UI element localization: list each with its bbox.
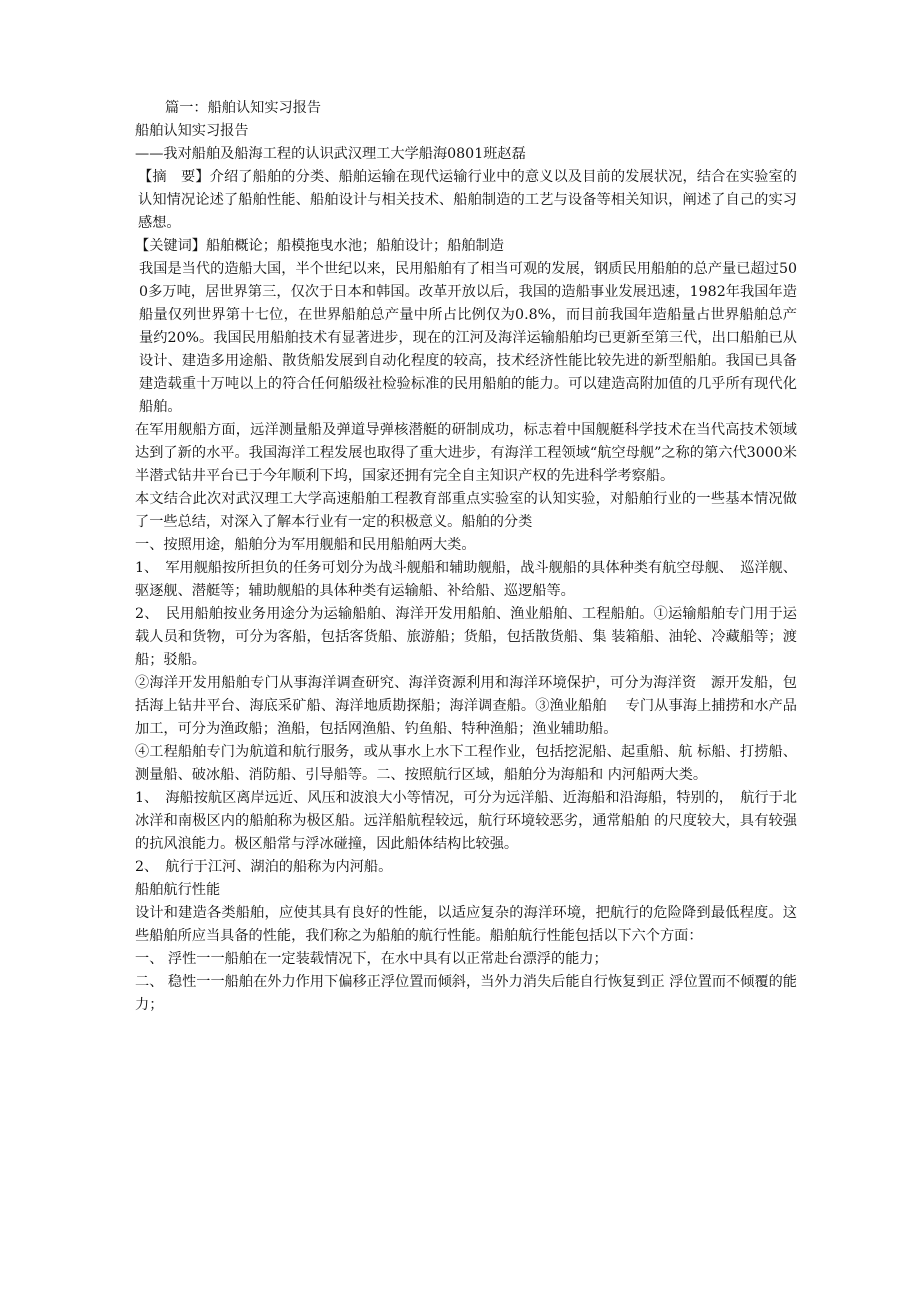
civil-ships-item: 2、 民用船舶按业务用途分为运输船舶、海洋开发用船舶、渔业船舶、工程船舶。①运输船舶专门用于运载人员和货物，可分为客船，包括客货船、旅游船；货船，包括散货船、集 装箱船、油轮、冷藏船等；渡船；驳船。 — [135, 606, 797, 668]
keywords-line: 【关键词】船舶概论；船模拖曳水池；船舶设计；船舶制造 — [135, 238, 504, 254]
paragraph-intro: 我国是当代的造船大国，半个世纪以来，民用船舶有了相当可观的发展，钢质民用船舶的总产量已超过500多万吨，居世界第三，仅次于日本和韩国。改革开放以后，我国的造船事业发展迅速，1982年我国年造船量仅列世界第十七位，在世界船舶总产量中所占比例仅为0.8%，而目前我国年造船量占世界船舶总产量约20%。我国民用船舶技术有显著进步，现在的江河及海洋运输船舶均已更新至第三代，出口船舶已从设计、建造多用途船、散货船发展到自动化程度的较高，技术经济性能比较先进的新型船舶。我国已具备建造载重十万吨以上的符合任何船级社检验标准的民用船舶的能力。可以建造高附加值的几乎所有现代化船舶。 — [139, 261, 797, 415]
stability-item: 二、 稳性一一船舶在外力作用下偏移正浮位置而倾斜，当外力消失后能自行恢复到正 浮位置而不倾覆的能力； — [135, 974, 797, 1013]
paragraph-military: 在军用舰船方面，远洋测量船及弹道导弹核潜艇的研制成功，标志着中国舰艇科学技术在当代高技术领域达到了新的水平。我国海洋工程发展也取得了重大进步，有海洋工程领域“航空母舰”之称的第六代3000米半潜式钻井平台已于今年顺利下坞，国家还拥有完全自主知识产权的先进科学考察船。 — [135, 422, 797, 484]
ocean-development-item: ②海洋开发用船舶专门从事海洋调查研究、海洋资源利用和海洋环境保护，可分为海洋资 源开发船，包括海上钻井平台、海底采矿船、海洋地质勘探船；海洋调查船。③渔业船舶 专门从事海上捕捞和水产品加工，可分为渔政船；渔船，包括网渔船、钓鱼船、特种渔船；渔业辅助船。 — [135, 675, 797, 737]
report-title: 船舶认知实习报告 — [135, 123, 249, 139]
classification-by-use: 一、按照用途，船舶分为军用舰船和民用船舶两大类。 — [135, 537, 476, 553]
paragraph-summary: 本文结合此次对武汉理工大学高速船舶工程教育部重点实验室的认知实验，对船舶行业的一些基本情况做了一些总结，对深入了解本行业有一定的积极意义。船舶的分类 — [135, 491, 797, 530]
section-title: 船舶航行性能 — [135, 882, 221, 898]
document-body — [135, 97, 797, 1017]
document-heading: 篇一：船舶认知实习报告 — [165, 100, 322, 116]
sea-ships-item: 1、 海船按航区离岸远近、风压和波浪大小等情况，可分为远洋船、近海船和沿海船，特别的， 航行于北冰洋和南极区内的船舶称为极区船。远洋船航程较远，航行环境较恶劣，通常船舶 的尺度较大，具有较强的抗风浪能力。极区船常与浮冰碰撞，因此船体结构比较强。 — [135, 790, 797, 852]
inland-ships-item: 2、 航行于江河、湖泊的船称为内河船。 — [135, 859, 393, 875]
engineering-ships-item: ④工程船舶专门为航道和航行服务，或从事水上水下工程作业，包括挖泥船、起重船、航 标船、打捞船、测量船、破冰船、消防船、引导船等。二、按照航行区域，船舶分为海船和 内河船两大类。 — [135, 744, 797, 783]
buoyancy-item: 一、 浮性一一船舶在一定装载情况下，在水中具有以正常赴台漂浮的能力； — [135, 951, 608, 967]
military-ships-item: 1、 军用舰船按所担负的任务可划分为战斗舰船和辅助舰船，战斗舰船的具体种类有航空母舰、 巡洋舰、驱逐舰、潜艇等；辅助舰船的具体种类有运输船、补给船、巡逻船等。 — [135, 560, 797, 599]
abstract-paragraph: 【摘 要】介绍了船舶的分类、船舶运输在现代运输行业中的意义以及目前的发展状况，结合在实验室的认知情况论述了船舶性能、船舶设计与相关技术、船舶制造的工艺与设备等相关知识，阐述了自己的实习感想。 — [138, 169, 797, 231]
performance-paragraph: 设计和建造各类船舶，应使其具有良好的性能，以适应复杂的海洋环境，把航行的危险降到最低程度。这些船舶所应当具备的性能，我们称之为船舶的航行性能。船舶航行性能包括以下六个方面： — [135, 905, 797, 944]
report-subtitle: ——我对船舶及船海工程的认识武汉理工大学船海0801班赵磊 — [135, 146, 526, 162]
